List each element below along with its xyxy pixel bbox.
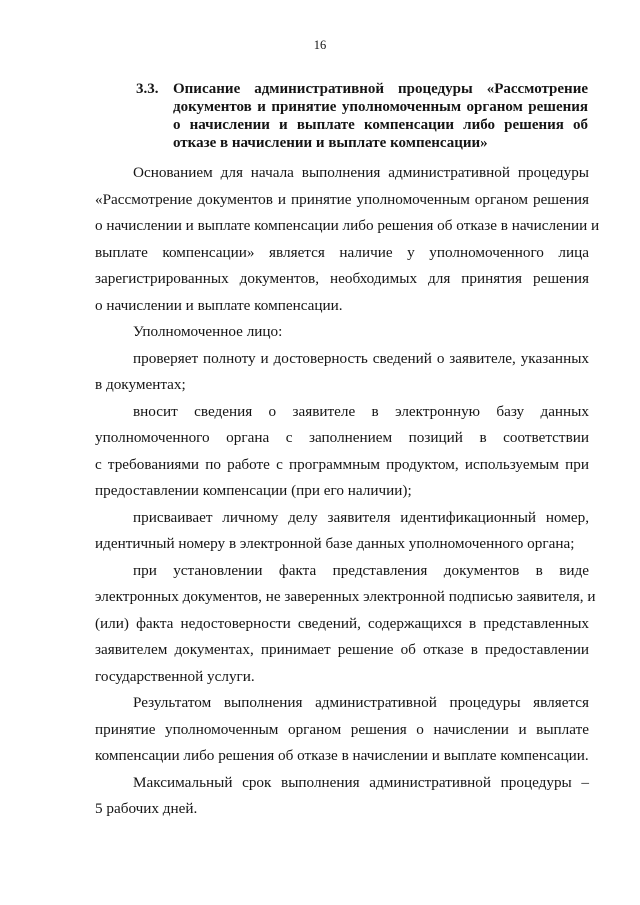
text-line: идентичный номеру в электронной базе данных уполномоченного органа; (95, 535, 575, 552)
heading-line: Описание административной процедуры «Рассмотрение (173, 81, 588, 97)
page-number: 16 (313, 38, 327, 52)
text-line: зарегистрированных документов, необходимых для принятия решения (95, 270, 589, 287)
section-number: 3.3. (136, 81, 159, 97)
text-line: электронных документов, не заверенных электронной подписью заявителя, и (95, 588, 596, 605)
text-line: в документах; (95, 376, 186, 393)
text-line: вносит сведения о заявителе в электронную базу данных (133, 402, 589, 420)
text-line: предоставлении компенсации (при его наличии); (95, 482, 412, 499)
text-line: присваивает личному делу заявителя идентификационный номер, (133, 508, 589, 526)
heading-line: отказе в начислении и выплате компенсации» (173, 135, 488, 151)
text-line: компенсации либо решения об отказе в начислении и выплате компенсации. (95, 747, 589, 764)
text-line: проверяет полноту и достоверность сведений о заявителе, указанных (133, 349, 589, 367)
text-line: заявителем документах, принимает решение об отказе в предоставлении (95, 641, 589, 658)
paragraph-enters-data (95, 399, 589, 505)
text-line: Основанием для начала выполнения административной процедуры (133, 164, 589, 181)
text-line: 5 рабочих дней. (95, 800, 198, 817)
document-body (95, 160, 600, 823)
paragraph-refusal (95, 558, 596, 691)
paragraph-authorized-person (95, 319, 589, 346)
paragraph-checks (95, 346, 589, 399)
text-line: принятие уполномоченным органом решения о начислении и выплате (95, 720, 589, 738)
paragraph-basis (95, 160, 600, 319)
paragraph-assigns-number (95, 505, 589, 558)
section-heading (136, 80, 588, 152)
text-line: выплате компенсации» является наличие у уполномоченного лица (95, 243, 589, 261)
text-line: Максимальный срок выполнения административной процедуры – (133, 773, 589, 791)
paragraph-deadline (95, 770, 589, 823)
text-line: с требованиями по работе с программным продуктом, используемым при (95, 455, 589, 473)
heading-line: о начислении и выплате компенсации либо решения об (173, 117, 588, 133)
text-line: государственной услуги. (95, 667, 255, 685)
text-line: о начислении и выплате компенсации. (95, 296, 343, 314)
text-line: «Рассмотрение документов и принятие уполномоченным органом решения (95, 190, 589, 208)
text-line: Результатом выполнения административной процедуры является (133, 694, 589, 711)
text-line: о начислении и выплате компенсации либо решения об отказе в начислении и (95, 217, 600, 234)
paragraph-result (95, 690, 589, 770)
text-line: при установлении факта представления документов в виде (133, 561, 589, 579)
text-line: (или) факта недостоверности сведений, содержащихся в представленных (95, 614, 589, 632)
text-line: уполномоченного органа с заполнением позиций в соответствии (95, 429, 589, 446)
text-line: Уполномоченное лицо: (133, 323, 283, 340)
heading-line: документов и принятие уполномоченным органом решения (173, 99, 588, 115)
